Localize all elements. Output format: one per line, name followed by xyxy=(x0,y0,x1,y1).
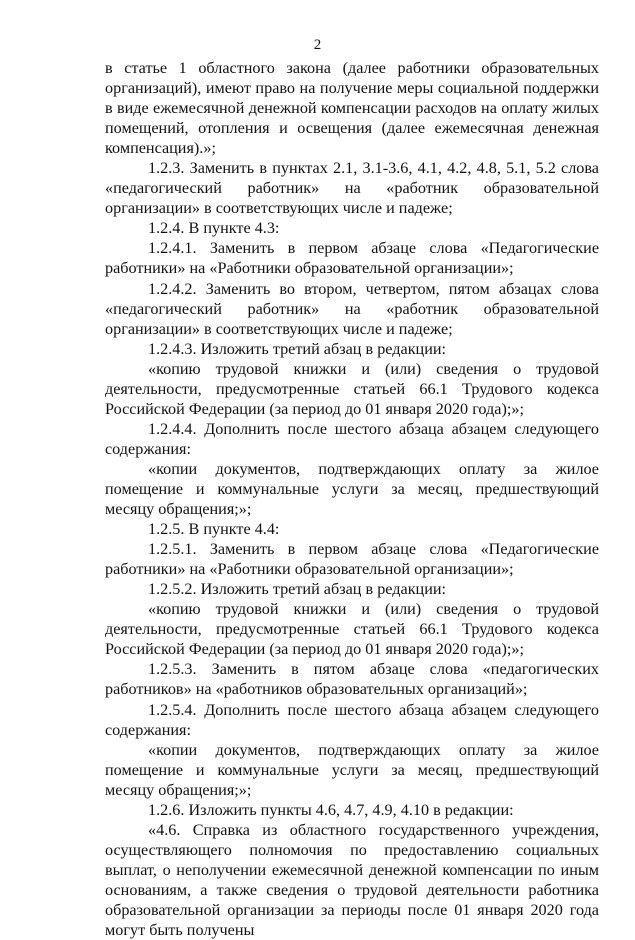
paragraph: «копию трудовой книжки и (или) сведения о трудовой деятельности, предусмотренные статьей 66.1 Трудового кодекса Российской Федерации (за период до 01 января 2020 года);»; xyxy=(105,600,599,659)
paragraph: 1.2.4.3. Изложить третий абзац в редакции: xyxy=(148,339,447,358)
paragraph: 1.2.4.2. Заменить во втором, четвертом, пятом абзацах слова «педагогический работник» на «работник образовательной организации» в соответствующих числе и падеже; xyxy=(105,279,599,338)
paragraph: в статье 1 областного закона (далее работники образовательных организаций), имеют право на получение меры социальной поддержки в виде ежемесячной денежной компенсации расходов на оплату жилых помещений, отопления и освещения (далее ежемесячная денежная компенсация).»; xyxy=(105,59,599,158)
paragraph: 1.2.5. В пункте 4.4: xyxy=(148,520,280,539)
paragraph: 1.2.5.2. Изложить третий абзац в редакции: xyxy=(148,580,447,599)
paragraph: 1.2.5.3. Заменить в пятом абзаце слова «педагогических работников» на «работников образовательных организаций»; xyxy=(105,660,599,699)
paragraph: 1.2.6. Изложить пункты 4.6, 4.7, 4.9, 4.10 в редакции: xyxy=(148,800,514,819)
paragraph: «4.6. Справка из областного государственного учреждения, осуществляющего полномочия по предоставлению социальных выплат, о неполучении ежемесячной денежной компенсации по иным основаниям, а также сведения о трудовой деятельности работника образовательной организации за периоды после 01 января 2020 года могут быть получены xyxy=(105,820,599,940)
paragraph: 1.2.4.4. Дополнить после шестого абзаца абзацем следующего содержания: xyxy=(105,419,599,458)
paragraph: 1.2.4. В пункте 4.3: xyxy=(148,219,280,238)
paragraph: «копии документов, подтверждающих оплату за жилое помещение и коммунальные услуги за месяц, предшествующий месяцу обращения;»; xyxy=(105,740,599,799)
paragraph: 1.2.4.1. Заменить в первом абзаце слова «Педагогические работники» на «Работники образовательной организации»; xyxy=(105,239,599,278)
paragraph: 1.2.5.1. Заменить в первом абзаце слова «Педагогические работники» на «Работники образовательной организации»; xyxy=(105,540,599,579)
paragraph: «копии документов, подтверждающих оплату за жилое помещение и коммунальные услуги за месяц, предшествующий месяцу обращения;»; xyxy=(105,459,599,519)
paragraph: 1.2.5.4. Дополнить после шестого абзаца абзацем следующего содержания: xyxy=(105,700,599,739)
paragraph: 1.2.3. Заменить в пунктах 2.1, 3.1-3.6, 4.1, 4.2, 4.8, 5.1, 5.2 слова «педагогический работник» на «работник образовательной организации» в соответствующих числе и падеже; xyxy=(105,159,599,218)
document-body xyxy=(105,58,599,940)
paragraph: «копию трудовой книжки и (или) сведения о трудовой деятельности, предусмотренные статьей 66.1 Трудового кодекса Российской Федерации (за период до 01 января 2020 года);»; xyxy=(105,359,599,418)
page-number: 2 xyxy=(313,37,322,53)
